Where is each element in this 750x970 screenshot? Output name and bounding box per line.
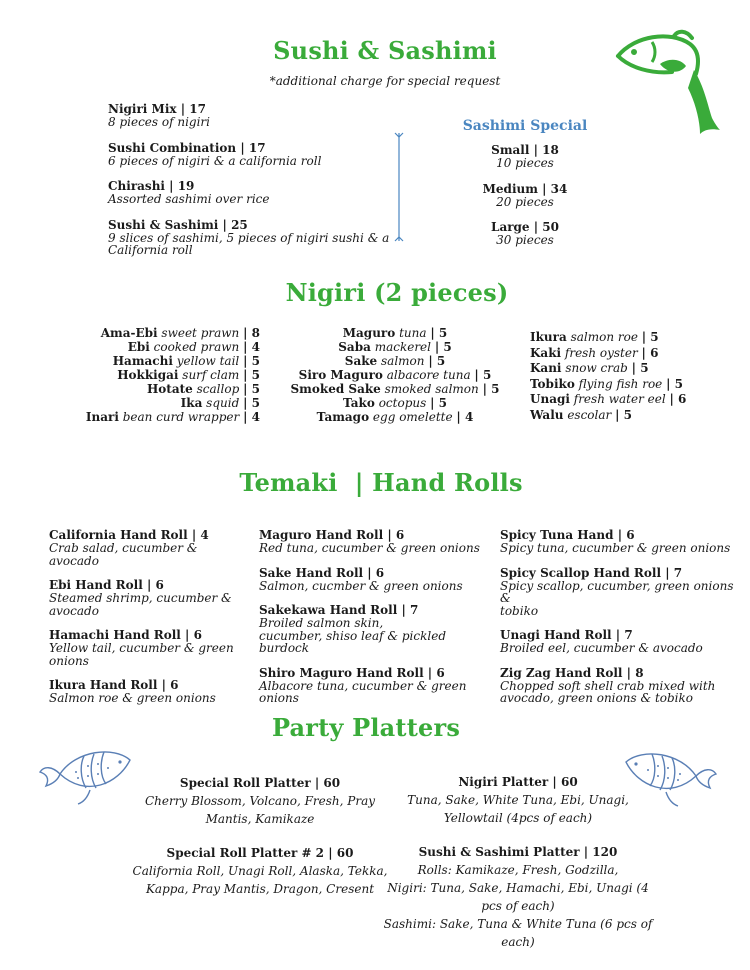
item-desc: tuna — [399, 326, 427, 340]
item-desc: sweet prawn — [161, 326, 240, 340]
item-name: Saba — [338, 340, 371, 354]
item-desc-cont: California roll — [108, 243, 193, 257]
item-name: Hotate — [146, 382, 193, 396]
nigiri-item — [290, 368, 500, 382]
menu-item — [108, 180, 398, 206]
menu-item — [49, 529, 249, 567]
temaki-column-1 — [49, 529, 249, 717]
item-name: Unagi Hand Roll | 7 — [500, 628, 633, 642]
item-price: | 5 — [434, 340, 452, 354]
item-price: | 6 — [669, 392, 687, 406]
nigiri-item — [530, 392, 730, 408]
special-request-note: *additional charge for special request — [269, 74, 501, 88]
item-name: Kaki — [530, 345, 562, 360]
nigiri-column-1 — [60, 326, 260, 424]
menu-item — [108, 219, 398, 257]
nigiri-item — [60, 340, 260, 354]
item-desc: Broiled eel, cucumber & avocado — [500, 641, 703, 655]
item-name: Tako — [343, 396, 375, 410]
item-name: Hamachi — [112, 354, 173, 368]
platter-desc: Yellowtail (4pcs of each) — [443, 811, 593, 825]
item-price: | 5 — [482, 382, 500, 396]
item-desc: avocado, green onions & tobiko — [500, 691, 694, 705]
item-name: Hokkigai — [117, 368, 179, 382]
item-name: Tamago — [316, 410, 370, 424]
item-name: California Hand Roll | 4 — [49, 528, 209, 542]
item-price: | 5 — [243, 382, 260, 396]
item-desc: mackerel — [374, 340, 431, 354]
menu-item — [500, 529, 745, 555]
nigiri-item — [60, 354, 260, 368]
item-name: Zig Zag Hand Roll | 8 — [500, 665, 644, 680]
item-desc: Broiled salmon skin, — [259, 616, 384, 630]
item-desc: 10 pieces — [496, 156, 554, 170]
nigiri-item — [530, 346, 730, 362]
sushi-sashimi-title: Sushi & Sashimi — [273, 36, 497, 65]
item-desc: 9 slices of sashimi, 5 pieces of nigiri sushi & a — [108, 230, 390, 245]
item-desc: tobiko — [500, 603, 539, 618]
item-name: Medium | 34 — [482, 181, 568, 196]
item-desc: Chopped soft shell crab mixed with — [500, 678, 716, 693]
item-price: | 5 — [641, 330, 659, 344]
item-desc: octopus — [378, 396, 427, 410]
item-desc: smoked salmon — [384, 382, 479, 396]
menu-item — [500, 567, 745, 618]
item-price: | 5 — [243, 354, 260, 368]
item-name: Small | 18 — [491, 143, 559, 157]
divider-arrow-icon — [393, 131, 405, 243]
menu-item — [500, 629, 745, 655]
item-desc: surf clam — [182, 368, 240, 382]
item-desc: onions — [49, 653, 89, 668]
nigiri-item — [530, 361, 730, 377]
item-desc: Steamed shrimp, cucumber & — [49, 591, 232, 605]
platter-desc: Tuna, Sake, White Tuna, Ebi, Unagi, — [407, 793, 629, 807]
item-name: Nigiri Mix | 17 — [108, 102, 206, 116]
platter-desc: Mantis, Kamikaze — [205, 812, 315, 826]
menu-item — [49, 579, 249, 617]
nigiri-item — [530, 330, 730, 346]
nigiri-column-3 — [530, 330, 730, 423]
item-name: Ikura — [530, 330, 567, 344]
platter-name: Nigiri Platter | 60 — [458, 775, 578, 789]
item-price: | 5 — [430, 326, 448, 340]
menu-item — [108, 103, 398, 129]
item-desc: salmon — [381, 354, 425, 368]
menu-item — [49, 629, 249, 667]
nigiri-item — [290, 382, 500, 396]
item-desc: egg omelette — [372, 410, 453, 424]
nigiri-item — [60, 326, 260, 340]
item-name: Ebi Hand Roll | 6 — [49, 578, 164, 592]
item-name: Sushi Combination | 17 — [108, 140, 266, 155]
menu-item — [500, 667, 745, 705]
item-desc: 8 pieces of nigiri — [108, 115, 211, 129]
item-name: Sake Hand Roll | 6 — [259, 565, 385, 580]
item-price: | 4 — [243, 410, 260, 424]
platter-desc: Rolls: Kamikaze, Fresh, Godzilla, — [417, 863, 619, 877]
item-name: Maguro — [342, 326, 396, 340]
item-name: Siro Maguro — [298, 368, 383, 382]
item-desc: onions — [259, 691, 299, 705]
menu-item — [259, 604, 489, 655]
item-desc: fresh oyster — [564, 345, 638, 360]
item-name: Ika — [180, 396, 203, 410]
item-desc: Salmon, cucmber & green onions — [259, 578, 463, 593]
item-desc: salmon roe — [570, 330, 638, 344]
nigiri-item — [60, 410, 260, 424]
item-desc: Yellow tail, cucumber & green — [49, 641, 234, 655]
nigiri-item — [290, 340, 500, 354]
menu-item — [108, 142, 398, 168]
item-price: | 4 — [456, 410, 474, 424]
item-price: | 5 — [631, 361, 649, 375]
item-name: Chirashi | 19 — [108, 179, 195, 193]
item-price: | 5 — [243, 396, 260, 410]
menu-item — [49, 679, 249, 705]
item-desc: cucumber, shiso leaf & pickled — [259, 628, 447, 643]
item-price: | 5 — [615, 407, 632, 422]
platter-right-1 — [378, 773, 658, 827]
item-desc: Red tuna, cucumber & green onions — [259, 541, 480, 555]
item-price: | 5 — [243, 368, 260, 382]
item-name: Spicy Scallop Hand Roll | 7 — [500, 565, 683, 580]
item-price: | 5 — [474, 368, 492, 382]
item-name: Sake — [344, 354, 378, 368]
item-desc: flying fish roe — [578, 376, 663, 391]
item-name: Walu — [530, 407, 564, 422]
item-desc: yellow tail — [176, 354, 240, 368]
item-price: | 6 — [641, 345, 659, 360]
party-platters-title: Party Platters — [271, 713, 461, 742]
menu-item — [440, 144, 610, 170]
nigiri-item — [290, 326, 500, 340]
item-name: Ama-Ebi — [100, 326, 158, 340]
item-desc: Spicy scallop, cucumber, green onions & — [500, 578, 734, 605]
item-desc: bean curd wrapper — [122, 410, 240, 424]
platter-desc: Cherry Blossom, Volcano, Fresh, Pray — [144, 794, 375, 808]
item-name: Kani — [530, 361, 562, 375]
menu-item — [259, 567, 489, 593]
platter-desc: California Roll, Unagi Roll, Alaska, Tekka, — [132, 864, 388, 878]
platter-desc: pcs of each) — [481, 899, 555, 913]
sashimi-special-list — [440, 144, 610, 260]
item-desc: Spicy tuna, cucumber & green onions — [500, 541, 731, 555]
sushi-combo-list — [108, 103, 398, 270]
platter-desc: Nigiri: Tuna, Sake, Hamachi, Ebi, Unagi (4 — [387, 881, 649, 895]
nigiri-title: Nigiri (2 pieces) — [285, 278, 509, 307]
item-price: | 8 — [243, 326, 260, 340]
item-name: Smoked Sake — [290, 382, 381, 396]
item-name: Ebi — [127, 340, 150, 354]
menu-item — [440, 183, 610, 209]
platter-left-2 — [100, 844, 420, 898]
item-price: | 5 — [430, 396, 447, 410]
menu-item — [259, 529, 489, 555]
item-desc: 20 pieces — [496, 194, 554, 209]
item-desc: Albacore tuna, cucumber & green — [259, 678, 467, 693]
nigiri-item — [60, 396, 260, 410]
nigiri-item — [290, 354, 500, 368]
platter-name: Special Roll Platter | 60 — [179, 776, 341, 790]
item-name: Shiro Maguro Hand Roll | 6 — [259, 665, 445, 680]
item-name: Spicy Tuna Hand | 6 — [500, 528, 635, 542]
item-desc: 6 pieces of nigiri & a california roll — [108, 153, 322, 168]
nigiri-item — [530, 408, 730, 424]
temaki-title: Temaki | Hand Rolls — [239, 468, 523, 497]
platter-right-2 — [378, 843, 658, 951]
item-name: Sakekawa Hand Roll | 7 — [259, 603, 419, 617]
item-desc: cooked prawn — [153, 340, 240, 354]
item-desc: escolar — [567, 407, 612, 422]
item-name: Sushi & Sashimi | 25 — [108, 217, 248, 232]
item-desc: squid — [206, 396, 240, 410]
item-name: Tobiko — [530, 376, 575, 391]
platter-name: Sushi & Sashimi Platter | 120 — [418, 845, 618, 859]
item-desc: avocado — [49, 553, 99, 568]
item-desc: burdock — [259, 641, 310, 655]
temaki-column-2 — [259, 529, 489, 717]
item-price: | 4 — [243, 340, 260, 354]
nigiri-item — [290, 410, 500, 424]
green-fish-icon — [612, 26, 724, 136]
item-name: Inari — [85, 410, 119, 424]
item-price: | 5 — [666, 376, 684, 391]
item-desc: Assorted sashimi over rice — [108, 192, 270, 206]
item-name: Hamachi Hand Roll | 6 — [49, 628, 202, 642]
item-desc: albacore tuna — [386, 368, 471, 382]
item-name: Ikura Hand Roll | 6 — [49, 678, 179, 692]
item-price: | 5 — [428, 354, 446, 368]
platter-desc: Kappa, Pray Mantis, Dragon, Cresent — [145, 882, 375, 896]
item-name: Maguro Hand Roll | 6 — [259, 528, 405, 542]
temaki-column-3 — [500, 529, 745, 717]
item-desc: 30 pieces — [496, 233, 554, 247]
nigiri-item — [290, 396, 500, 410]
platter-left-1 — [110, 774, 410, 828]
nigiri-item — [60, 382, 260, 396]
nigiri-column-2 — [290, 326, 500, 424]
platter-desc: Sashimi: Sake, Tuna & White Tuna (6 pcs of — [383, 917, 653, 931]
platter-desc: each) — [501, 935, 535, 949]
item-desc: snow crab — [565, 361, 628, 375]
item-desc: avocado — [49, 603, 99, 618]
item-desc: Salmon roe & green onions — [49, 691, 216, 705]
platter-name: Special Roll Platter # 2 | 60 — [166, 846, 354, 860]
menu-item — [259, 667, 489, 705]
item-name: Large | 50 — [491, 220, 559, 234]
menu-item — [440, 221, 610, 247]
item-desc: fresh water eel — [573, 392, 666, 406]
nigiri-item — [530, 377, 730, 393]
nigiri-item — [60, 368, 260, 382]
item-name: Unagi — [530, 392, 570, 406]
item-desc: scallop — [196, 382, 240, 396]
item-desc: Crab salad, cucumber & — [49, 541, 198, 555]
sashimi-special-title: Sashimi Special — [462, 118, 588, 134]
